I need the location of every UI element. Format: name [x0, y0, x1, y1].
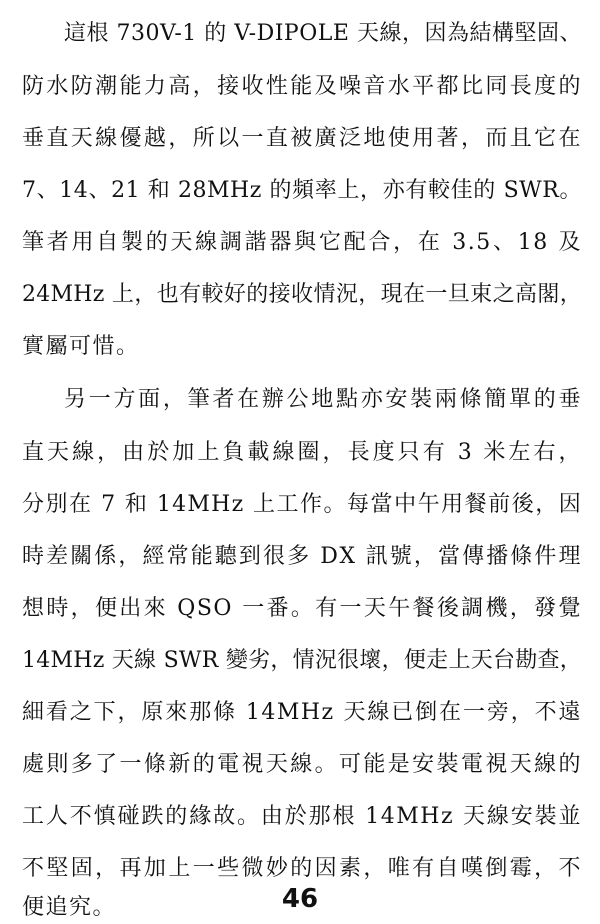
paragraph-2-line-5: 想時，便出來 QSO 一番。有一天午餐後調機，發覺	[22, 596, 582, 621]
paragraph-2-line-1: 另一方面，筆者在辦公地點亦安裝兩條簡單的垂	[64, 387, 582, 412]
paragraph-1-line-1: 這根 730V-1 的 V-DIPOLE 天線，因為結構堅固、	[64, 21, 582, 46]
paragraph-2-line-11: 便追究。	[22, 895, 117, 920]
paragraph-2-line-9: 工人不慎碰跌的緣故。由於那根 14MHz 天線安裝並	[22, 804, 582, 829]
paragraph-2-line-4: 時差關係，經常能聽到很多 DX 訊號，當傳播條件理	[22, 544, 582, 569]
paragraph-2-line-6: 14MHz 天線 SWR 變劣，情況很壞，便走上天台勘查，	[22, 648, 582, 673]
page-number: 46	[281, 884, 319, 914]
paragraph-2-line-10: 不堅固，再加上一些微妙的因素，唯有自嘆倒霉，不	[22, 856, 582, 881]
paragraph-2-line-2: 直天線，由於加上負載線圈，長度只有 3 米左右，	[22, 440, 582, 465]
paragraph-2-line-8: 處則多了一條新的電視天線。可能是安裝電視天線的	[22, 752, 582, 777]
paragraph-1-line-7: 實屬可惜。	[22, 334, 140, 359]
paragraph-1-line-6: 24MHz 上，也有較好的接收情況，現在一旦束之高閣，	[22, 282, 582, 307]
paragraph-1-line-4: 7、14、21 和 28MHz 的頻率上，亦有較佳的 SWR。	[22, 178, 582, 203]
paragraph-1-line-3: 垂直天線優越，所以一直被廣泛地使用著，而且它在	[22, 126, 582, 151]
paragraph-1-line-2: 防水防潮能力高，接收性能及噪音水平都比同長度的	[22, 74, 582, 99]
paragraph-1-line-5: 筆者用自製的天線調諧器與它配合，在 3.5、18 及	[22, 230, 582, 255]
paragraph-2-line-3: 分別在 7 和 14MHz 上工作。每當中午用餐前後，因	[22, 492, 582, 517]
paragraph-2-line-7: 細看之下，原來那條 14MHz 天線已倒在一旁，不遠	[22, 700, 582, 725]
